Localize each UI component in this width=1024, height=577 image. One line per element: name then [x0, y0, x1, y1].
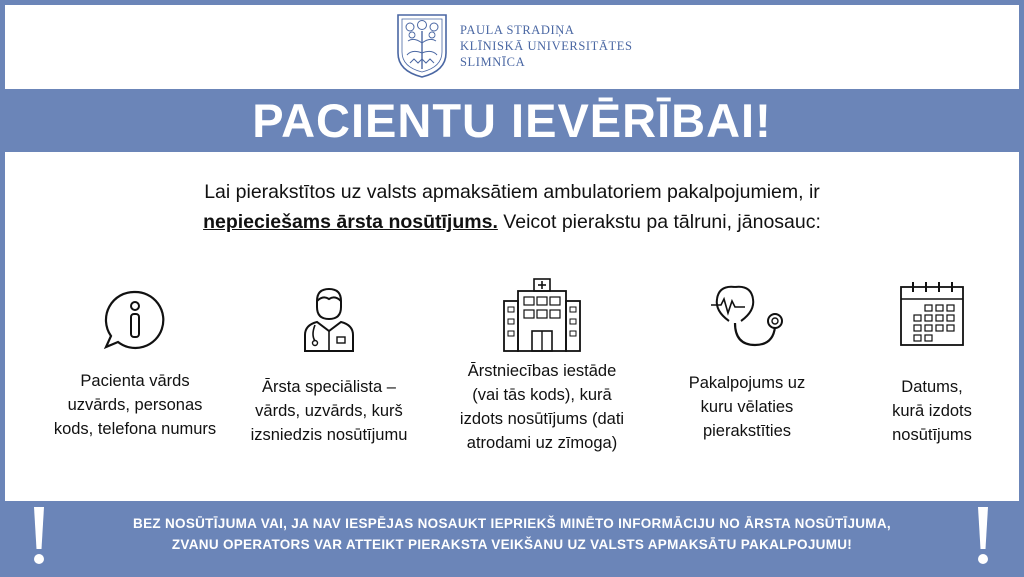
doctor-icon	[297, 285, 361, 353]
item-line: Pacienta vārds	[80, 372, 190, 390]
stethoscope-icon	[705, 281, 789, 351]
item-line: (vai tās kods), kurā	[472, 386, 612, 404]
warning-line-2: ZVANU OPERATORS VAR ATTEIKT PIERAKSTA VEIKŠANU UZ VALSTS APMAKSĀTU PAKALPOJUMU!	[171, 537, 853, 552]
intro-text	[5, 177, 1019, 237]
exclamation-icon	[973, 505, 993, 567]
item-line: kurā izdots	[892, 402, 972, 420]
item-line: Datums,	[901, 378, 963, 396]
hospital-logo	[396, 13, 633, 79]
item-line: izsniedzis nosūtījumu	[250, 426, 408, 444]
warning-band	[5, 501, 1019, 572]
calendar-icon	[897, 279, 967, 349]
warning-text	[55, 513, 969, 555]
item-institution	[431, 277, 653, 455]
crest-icon	[396, 13, 448, 79]
logo-line-3: SLIMNĪCA	[460, 55, 526, 69]
intro-emphasis: nepieciešams ārsta nosūtījums.	[203, 211, 498, 233]
item-line: Pakalpojums uz	[688, 374, 806, 392]
item-service	[653, 281, 841, 443]
item-patient-info	[35, 289, 235, 441]
item-line: nosūtījums	[892, 426, 972, 444]
title-band	[5, 89, 1019, 152]
item-line: pierakstīties	[702, 422, 792, 440]
item-label	[229, 375, 429, 447]
item-line: atrodami uz zīmoga)	[466, 434, 618, 452]
logo-text	[460, 22, 633, 70]
notice-card	[5, 5, 1019, 572]
intro-line-2	[5, 207, 1019, 237]
page-title: PACIENTU IEVĒRĪBAI!	[252, 94, 772, 147]
info-chat-icon	[100, 289, 170, 351]
item-line: uzvārds, personas	[67, 396, 203, 414]
item-doctor	[229, 285, 429, 447]
item-line: izdots nosūtījums (dati	[459, 410, 625, 428]
item-label	[35, 369, 235, 441]
warning-line-1: BEZ NOSŪTĪJUMA VAI, JA NAV IESPĒJAS NOSAUKT IEPRIEKŠ MINĒTO INFORMĀCIJU NO ĀRSTA NOSŪTĪJUMA,	[133, 516, 891, 531]
item-line: vārds, uzvārds, kurš	[255, 402, 403, 420]
intro-line-1: Lai pierakstītos uz valsts apmaksātiem ambulatoriem pakalpojumiem, ir	[204, 181, 820, 203]
item-line: kuru vēlaties	[700, 398, 794, 416]
item-label	[857, 375, 1007, 447]
exclamation-icon	[29, 505, 49, 567]
logo-line-2: KLĪNISKĀ UNIVERSITĀTES	[460, 39, 633, 53]
item-line: kods, telefona numurs	[53, 420, 217, 438]
item-date	[857, 279, 1007, 447]
intro-line-2-rest: Veicot pierakstu pa tālruni, jānosauc:	[497, 211, 821, 233]
hospital-icon	[500, 277, 584, 353]
item-line: Ārstniecības iestāde	[467, 362, 617, 380]
logo-line-1: PAULA STRADIŅA	[460, 23, 575, 37]
item-label	[431, 359, 653, 455]
item-label	[653, 371, 841, 443]
item-line: Ārsta speciālista –	[262, 378, 396, 396]
